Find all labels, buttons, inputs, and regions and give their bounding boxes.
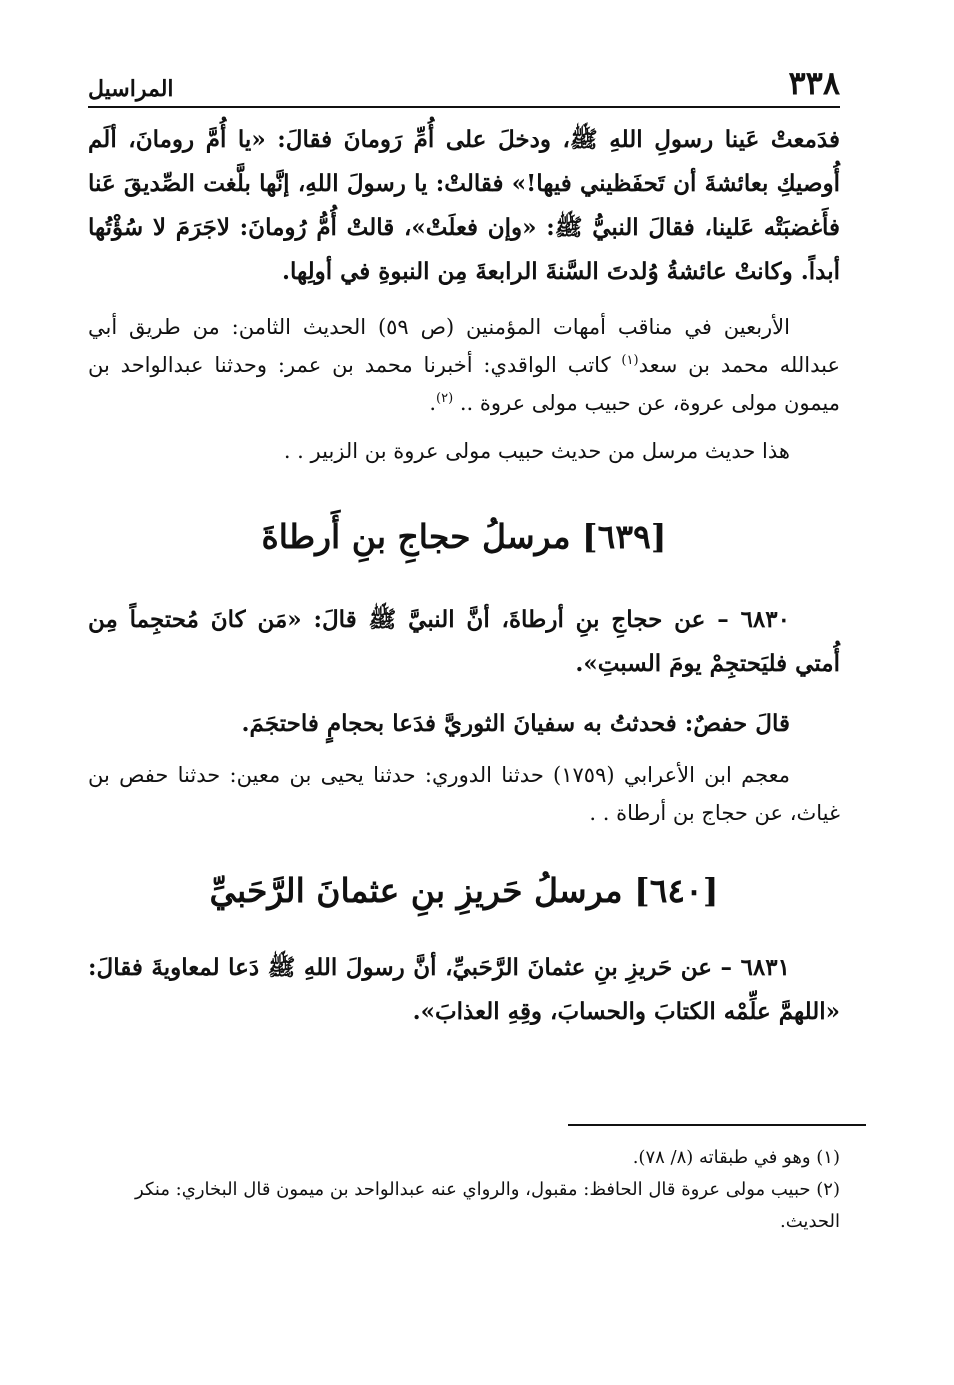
hadith-6830: ٦٨٣٠ – عن حجاجِ بنِ أرطاةَ، أنَّ النبيَّ ﷺ قالَ: «مَن كانَ مُحتجِماً مِن أُمتي فليَحتجِمْ يومَ السبتِ». <box>88 606 840 677</box>
source-reference-1 <box>88 308 840 422</box>
commentary-1: هذا حديث مرسل من حديث حبيب مولى عروة بن الزبير . . <box>283 439 790 463</box>
source-text-part1: الأربعين في مناقب أمهات المؤمنين (ص ٥٩) الحديث الثامن: من طريق أبي عبدالله محمد بن سعد <box>88 315 840 377</box>
section-heading-639: [٦٣٩] مرسلُ حجاجِ بنِ أَرطاةَ <box>261 517 667 556</box>
footnote-divider <box>568 1124 866 1126</box>
footnotes <box>88 1142 840 1238</box>
section-heading-640: [٦٤٠] مرسلُ حَريزِ بنِ عثمانَ الرَّحَبيِّ <box>209 871 719 910</box>
page-number: ٣٣٨ <box>788 64 840 102</box>
footnote-1: (١) وهو في طبقاته (٨/ ٧٨). <box>632 1147 840 1168</box>
source-reference-2: معجم ابن الأعرابي (١٧٥٩) حدثنا الدوري: حدثنا يحيى بن معين: حدثنا حفص بن غياث، عن حجاج بن أرطاة . . <box>88 763 840 825</box>
hadith-continuation: فدَمعتْ عَينا رسولِ اللهِ ﷺ، ودخلَ على أُمِّ رَومانَ فقالَ: «يا أُمَّ رومانَ، ألَم أُوصيكِ بعائشةَ أن تَحفَظيني فيها!» فقالتْ: يا رسولَ اللهِ، إنَّها بلَّغت الصِّديقَ عَنا فأَغضبَتْه عَلينا، فقالَ النبيُّ ﷺ: «وإن فعلَتْ»، قالتْ أُمُّ رُومانَ: لاجَرَمَ لا سُؤْتُها أبداً. وكانتْ عائشةُ وُلدتَ السَّنةَ الرابعةَ مِن النبوةِ في أولِها. <box>88 126 840 285</box>
page-header <box>88 62 840 108</box>
page-body <box>88 62 840 1034</box>
source-text-part2: كاتب الواقدي: أخبرنا محمد بن عمر: وحدثنا عبدالواحد بن ميمون مولى عروة، عن حبيب مولى عروة .. <box>88 353 840 415</box>
footnote-ref-2[interactable]: (٢) <box>436 391 454 406</box>
footnote-ref-1[interactable]: (١) <box>621 353 639 368</box>
hadith-6831: ٦٨٣١ – عن حَريزِ بنِ عثمانَ الرَّحَبيِّ، أنَّ رسولَ اللهِ ﷺ دَعا لمعاويةَ فقالَ: «اللهمَّ علِّمْه الكتابَ والحسابَ، وقِهِ العذابَ». <box>88 954 840 1025</box>
source-text-end: . <box>429 391 437 415</box>
running-title: المراسيل <box>88 76 174 102</box>
hadith-6830-note: قالَ حفصٌ: فحدثتُ به سفيانَ الثوريَّ فدَعا بحجامٍ فاحتجَمَ. <box>241 710 790 737</box>
footnote-2: (٢) حبيب مولى عروة قال الحافظ: مقبول، والرواي عنه عبدالواحد بن ميمون قال البخاري: منكر الحديث. <box>135 1179 840 1232</box>
